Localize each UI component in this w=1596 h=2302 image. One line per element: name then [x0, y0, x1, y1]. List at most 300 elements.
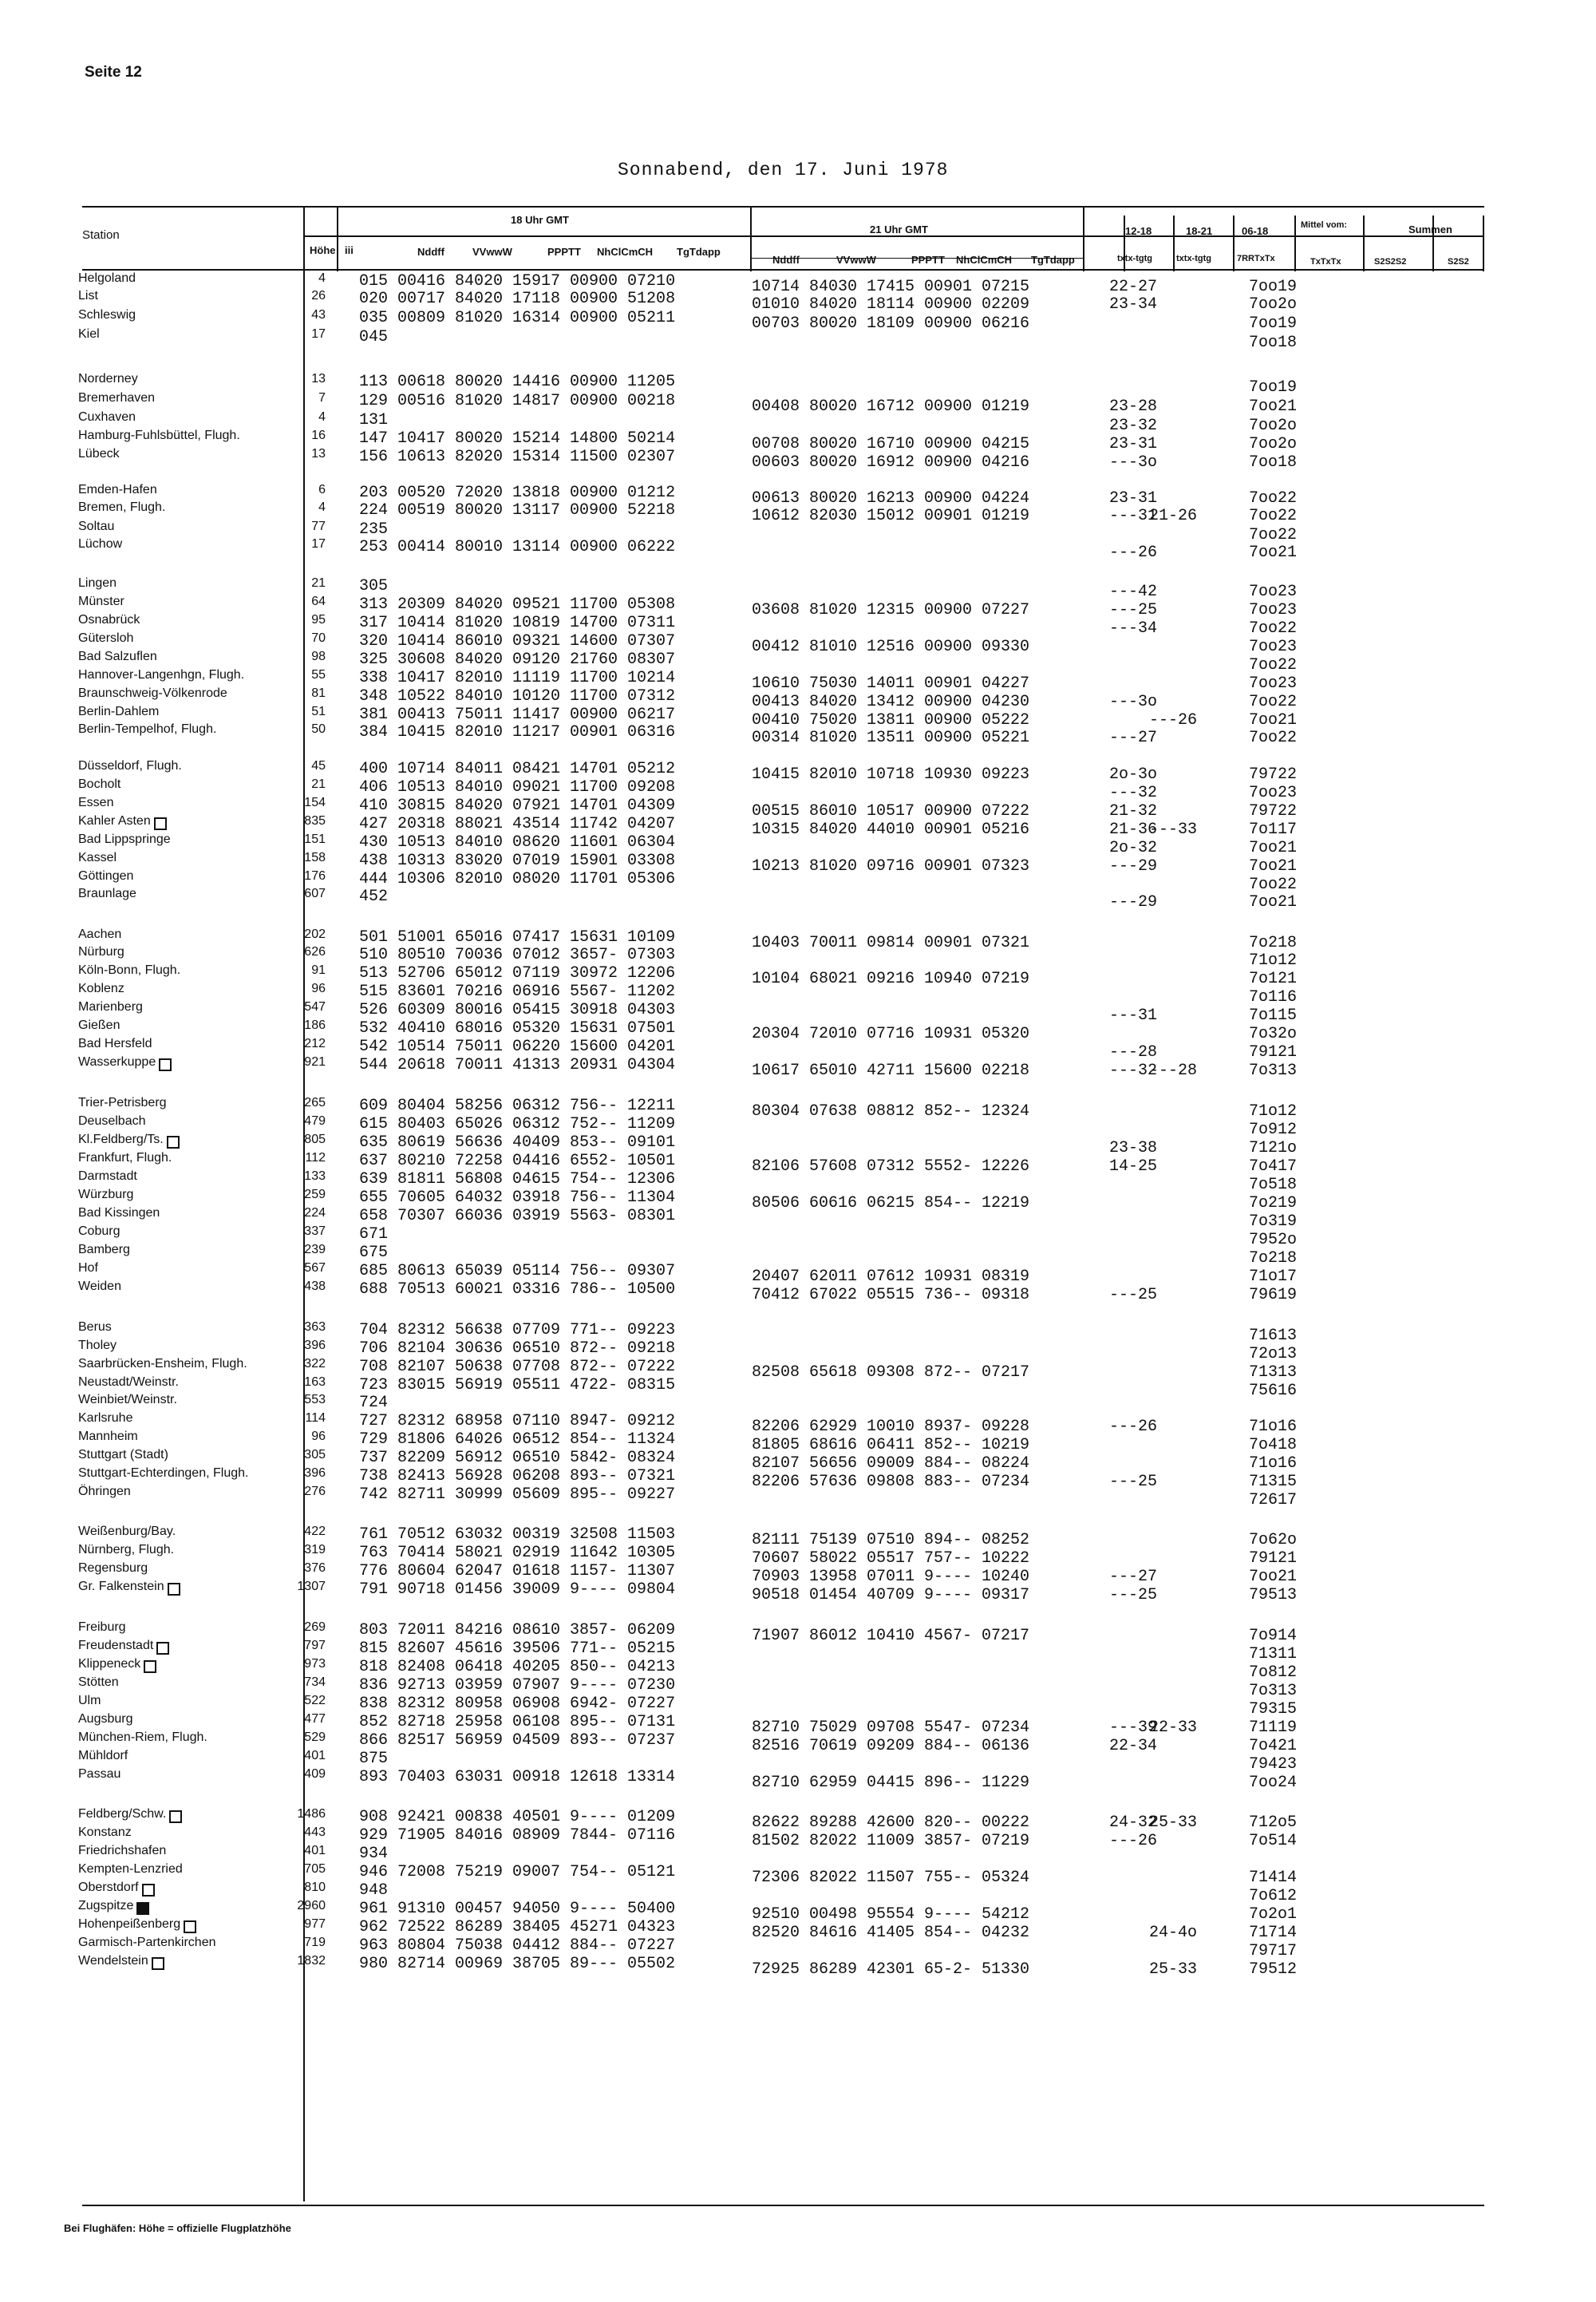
header-clouds-21: NhClCmCH — [956, 254, 1013, 266]
temp-range-12-18: ---31 — [1109, 507, 1158, 525]
temp-range-12-18: ---3o — [1109, 693, 1158, 711]
group-06-18: 7o117 — [1249, 821, 1298, 839]
station-row — [0, 1730, 1596, 1755]
group-06-18: 79513 — [1249, 1586, 1298, 1604]
station-row — [0, 686, 1596, 711]
obs-18-utc: 893 70403 63031 00918 12618 13314 — [359, 1768, 676, 1786]
station-name: Stuttgart (Stadt) — [78, 1448, 168, 1461]
header-sub-sum-2: S2S2 — [1448, 257, 1469, 267]
station-height: 51 — [311, 705, 326, 718]
temp-range-12-18: 23-28 — [1109, 398, 1158, 416]
station-name: Bremerhaven — [78, 391, 156, 405]
group-06-18: 7oo21 — [1249, 839, 1298, 857]
station-name: Darmstadt — [78, 1169, 137, 1183]
obs-18-utc: 224 00519 80020 13117 00900 52218 — [359, 501, 676, 520]
obs-21-utc: 82111 75139 07510 894-- 08252 — [752, 1531, 1030, 1549]
obs-18-utc: 761 70512 63032 00319 32508 11503 — [359, 1525, 676, 1544]
station-height: 202 — [304, 928, 326, 941]
group-06-18: 7oo22 — [1249, 656, 1298, 674]
header-sub-06-18: 7RRTxTx — [1237, 254, 1275, 263]
group-06-18: 79121 — [1249, 1549, 1298, 1568]
temp-range-12-18: 23-31 — [1109, 489, 1158, 508]
obs-18-utc: 305 — [359, 577, 389, 595]
station-height: 81 — [311, 686, 326, 700]
station-name: Hohenpeißenberg — [78, 1917, 181, 1931]
obs-18-utc: 615 80403 65026 06312 752-- 11209 — [359, 1115, 676, 1133]
group-06-18: 79121 — [1249, 1043, 1298, 1062]
obs-21-utc: 70903 13958 07011 9---- 10240 — [752, 1568, 1030, 1586]
group-06-18: 7oo2o — [1249, 295, 1298, 314]
group-06-18: 79423 — [1249, 1755, 1298, 1774]
group-06-18: 7oo19 — [1249, 314, 1298, 333]
group-06-18: 7o912 — [1249, 1121, 1298, 1139]
group-06-18: 7121o — [1249, 1139, 1298, 1157]
station-row — [0, 447, 1596, 472]
group-06-18: 7oo23 — [1249, 601, 1298, 619]
station-row — [0, 500, 1596, 525]
obs-21-utc: 82206 57636 09808 883-- 07234 — [752, 1473, 1030, 1491]
obs-18-utc: 348 10522 84010 10120 11700 07312 — [359, 687, 676, 706]
obs-21-utc: 92510 00498 95554 9---- 54212 — [752, 1905, 1030, 1924]
station-height: 719 — [304, 1936, 326, 1949]
station-height: 409 — [304, 1767, 326, 1781]
station-name: Kassel — [78, 851, 117, 864]
station-row — [0, 1320, 1596, 1345]
obs-18-utc: 791 90718 01456 39009 9---- 09804 — [359, 1580, 676, 1599]
obs-18-utc: 658 70307 66036 03919 5563- 08301 — [359, 1207, 676, 1225]
station-height: 438 — [304, 1280, 326, 1293]
station-row — [0, 1862, 1596, 1887]
station-row — [0, 1580, 1596, 1604]
station-marker-icon — [169, 1810, 182, 1823]
header-sub-sum-1: S2S2S2 — [1374, 257, 1407, 267]
station-height: 805 — [304, 1133, 326, 1146]
station-height: 2960 — [297, 1899, 326, 1912]
obs-21-utc: 10714 84030 17415 00901 07215 — [752, 278, 1030, 296]
station-height: 797 — [304, 1639, 326, 1652]
station-height: 259 — [304, 1188, 326, 1201]
station-name: Hof — [78, 1261, 98, 1275]
group-06-18: 7oo21 — [1249, 1568, 1298, 1586]
header-tgtd-21: TgTdapp — [1031, 254, 1075, 266]
station-name: Marienberg — [78, 1000, 143, 1014]
obs-18-utc: 639 81811 56808 04615 754-- 12306 — [359, 1170, 676, 1189]
station-row — [0, 1525, 1596, 1549]
station-name: Konstanz — [78, 1825, 132, 1839]
obs-21-utc: 81502 82022 11009 3857- 07219 — [752, 1832, 1030, 1850]
obs-18-utc: 045 — [359, 328, 389, 346]
station-row — [0, 1188, 1596, 1212]
header-sub-18-21: txtx-tgtg — [1176, 254, 1211, 263]
group-06-18: 71613 — [1249, 1327, 1298, 1345]
temp-range-18-21: 25-33 — [1149, 1960, 1198, 1979]
station-height: 17 — [311, 537, 326, 551]
obs-18-utc: 147 10417 80020 15214 14800 50214 — [359, 429, 676, 448]
obs-18-utc: 675 — [359, 1244, 389, 1262]
station-height: 810 — [304, 1881, 326, 1894]
group-06-18: 7oo18 — [1249, 453, 1298, 472]
group-06-18: 7oo23 — [1249, 638, 1298, 656]
obs-21-utc: 10315 84020 44010 00901 05216 — [752, 821, 1030, 839]
station-name: Kempten-Lenzried — [78, 1862, 183, 1876]
station-height: 4 — [318, 500, 326, 514]
station-row — [0, 1280, 1596, 1304]
obs-18-utc: 704 82312 56638 07709 771-- 09223 — [359, 1321, 676, 1339]
group-06-18: 7o32o — [1249, 1025, 1298, 1043]
temp-range-12-18: ---26 — [1109, 544, 1158, 562]
obs-21-utc: 01010 84020 18114 00900 02209 — [752, 295, 1030, 314]
station-row — [0, 1675, 1596, 1700]
group-06-18: 7oo23 — [1249, 784, 1298, 802]
station-row — [0, 429, 1596, 453]
station-row — [0, 1055, 1596, 1080]
temp-range-12-18: ---26 — [1109, 1418, 1158, 1436]
station-row — [0, 1954, 1596, 1979]
station-name: Zugspitze — [78, 1899, 134, 1912]
group-06-18: 79722 — [1249, 765, 1298, 784]
station-name: Göttingen — [78, 869, 134, 883]
obs-18-utc: 929 71905 84016 08909 7844- 07116 — [359, 1826, 676, 1845]
header-hoehe: Höhe — [310, 244, 336, 256]
station-row — [0, 289, 1596, 314]
header-ppptt-21: PPPTT — [911, 254, 945, 266]
station-height: 96 — [311, 982, 326, 995]
station-height: 77 — [311, 520, 326, 533]
station-row — [0, 1466, 1596, 1491]
station-height: 567 — [304, 1261, 326, 1275]
obs-18-utc: 544 20618 70011 41313 20931 04304 — [359, 1056, 676, 1074]
obs-18-utc: 129 00516 81020 14817 00900 00218 — [359, 392, 676, 410]
station-row — [0, 1114, 1596, 1139]
temp-range-12-18: ---34 — [1109, 619, 1158, 638]
station-name: Bad Salzuflen — [78, 650, 157, 663]
station-name: Frankfurt, Flugh. — [78, 1151, 172, 1165]
group-06-18: 7o514 — [1249, 1832, 1298, 1850]
temp-range-18-21: 24-4o — [1149, 1924, 1198, 1942]
group-06-18: 79722 — [1249, 802, 1298, 821]
obs-21-utc: 00412 81010 12516 00900 09330 — [752, 638, 1030, 656]
station-marker-icon — [144, 1660, 156, 1673]
obs-18-utc: 513 52706 65012 07119 30972 12206 — [359, 964, 676, 983]
station-row — [0, 308, 1596, 333]
group-06-18: 7o417 — [1249, 1157, 1298, 1176]
obs-21-utc: 10104 68021 09216 10940 07219 — [752, 970, 1030, 988]
station-row — [0, 833, 1596, 857]
station-name: Nürnberg, Flugh. — [78, 1543, 175, 1556]
obs-18-utc: 131 — [359, 411, 389, 429]
obs-21-utc: 82206 62929 10010 8937- 09228 — [752, 1418, 1030, 1436]
station-height: 322 — [304, 1357, 326, 1371]
station-height: 224 — [304, 1206, 326, 1220]
station-row — [0, 777, 1596, 802]
station-name: Helgoland — [78, 271, 136, 285]
group-06-18: 71119 — [1249, 1719, 1298, 1737]
station-row — [0, 1936, 1596, 1960]
temp-range-12-18: ---25 — [1109, 1586, 1158, 1604]
station-name: Stötten — [78, 1675, 119, 1689]
obs-21-utc: 71907 86012 10410 4567- 07217 — [752, 1627, 1030, 1645]
obs-21-utc: 20407 62011 07612 10931 08319 — [752, 1268, 1030, 1286]
temp-range-12-18: 23-34 — [1109, 295, 1158, 314]
obs-18-utc: 156 10613 82020 15314 11500 02307 — [359, 448, 676, 466]
obs-21-utc: 82710 75029 09708 5547- 07234 — [752, 1719, 1030, 1737]
station-name: Weiden — [78, 1280, 121, 1293]
station-name: Ulm — [78, 1694, 101, 1707]
header-nddff-18: Nddff — [417, 246, 444, 258]
header-18-uhr: 18 Uhr GMT — [511, 214, 569, 226]
station-height: 401 — [304, 1844, 326, 1857]
obs-18-utc: 776 80604 62047 01618 1157- 11307 — [359, 1562, 676, 1580]
group-06-18: 7oo22 — [1249, 489, 1298, 508]
station-height: 43 — [311, 308, 326, 322]
station-name: Weißenburg/Bay. — [78, 1525, 176, 1538]
station-height: 21 — [311, 576, 326, 590]
obs-18-utc: 738 82413 56928 06208 893-- 07321 — [359, 1467, 676, 1485]
station-height: 477 — [304, 1712, 326, 1726]
station-row — [0, 1169, 1596, 1194]
header-ppptt-18: PPPTT — [547, 246, 581, 258]
group-06-18: 79717 — [1249, 1942, 1298, 1960]
group-06-18: 7oo2o — [1249, 417, 1298, 435]
obs-18-utc: 962 72522 86289 38405 45271 04323 — [359, 1918, 676, 1936]
station-row — [0, 1393, 1596, 1412]
group-06-18: 71o12 — [1249, 1102, 1298, 1121]
group-06-18: 712o5 — [1249, 1814, 1298, 1832]
obs-21-utc: 70412 67022 05515 736-- 09318 — [752, 1286, 1030, 1304]
group-06-18: 7oo22 — [1249, 619, 1298, 638]
obs-18-utc: 526 60309 80016 05415 30918 04303 — [359, 1001, 676, 1019]
temp-range-12-18: ---29 — [1109, 857, 1158, 876]
header-tgtd-18: TgTdapp — [677, 246, 721, 258]
station-row — [0, 963, 1596, 988]
station-row — [0, 1018, 1596, 1043]
station-row — [0, 1844, 1596, 1863]
station-height: 529 — [304, 1730, 326, 1744]
group-06-18: 7oo2o — [1249, 435, 1298, 453]
group-06-18: 7oo23 — [1249, 674, 1298, 693]
obs-18-utc: 542 10514 75011 06220 15600 04201 — [359, 1038, 676, 1056]
group-06-18: 71311 — [1249, 1645, 1298, 1663]
obs-18-utc: 818 82408 06418 40205 850-- 04213 — [359, 1658, 676, 1676]
station-marker-icon — [136, 1902, 149, 1915]
station-name: Emden-Hafen — [78, 483, 157, 496]
station-height: 269 — [304, 1620, 326, 1634]
group-06-18: 7oo22 — [1249, 729, 1298, 747]
obs-21-utc: 70607 58022 05517 757-- 10222 — [752, 1549, 1030, 1568]
station-row — [0, 1430, 1596, 1454]
obs-18-utc: 866 82517 56959 04509 893-- 07237 — [359, 1731, 676, 1750]
obs-18-utc: 381 00413 75011 11417 00900 06217 — [359, 706, 676, 724]
obs-18-utc: 737 82209 56912 06510 5842- 08324 — [359, 1449, 676, 1467]
group-06-18: 7o121 — [1249, 970, 1298, 988]
station-row — [0, 1339, 1596, 1363]
station-name: Berlin-Dahlem — [78, 705, 160, 718]
obs-18-utc: 203 00520 72020 13818 00900 01212 — [359, 484, 676, 502]
group-06-18: 79315 — [1249, 1700, 1298, 1719]
obs-18-utc: 742 82711 30999 05609 895-- 09227 — [359, 1485, 676, 1504]
temp-range-12-18: ---32 — [1109, 784, 1158, 802]
obs-18-utc: 410 30815 84020 07921 14701 04309 — [359, 797, 676, 815]
station-height: 55 — [311, 668, 326, 682]
station-row — [0, 1485, 1596, 1509]
obs-21-utc: 10610 75030 14011 00901 04227 — [752, 674, 1030, 693]
station-name: Braunschweig-Völkenrode — [78, 686, 227, 700]
obs-21-utc: 00408 80020 16712 00900 01219 — [752, 398, 1030, 416]
obs-18-utc: 452 — [359, 888, 389, 906]
station-height: 239 — [304, 1243, 326, 1256]
obs-18-utc: 706 82104 30636 06510 872-- 09218 — [359, 1339, 676, 1358]
temp-range-12-18: 2o-3o — [1109, 765, 1158, 784]
obs-18-utc: 637 80210 72258 04416 6552- 10501 — [359, 1152, 676, 1170]
group-06-18: 7oo23 — [1249, 583, 1298, 601]
obs-21-utc: 82107 56656 09009 884-- 08224 — [752, 1454, 1030, 1473]
obs-18-utc: 685 80613 65039 05114 756-- 09307 — [359, 1262, 676, 1280]
obs-21-utc: 00515 86010 10517 00900 07222 — [752, 802, 1030, 821]
temp-range-12-18: ---27 — [1109, 1568, 1158, 1586]
group-06-18: 71o17 — [1249, 1268, 1298, 1286]
station-height: 112 — [305, 1151, 326, 1165]
group-06-18: 71o12 — [1249, 951, 1298, 970]
station-row — [0, 1133, 1596, 1157]
station-height: 547 — [304, 1000, 326, 1014]
station-name: Braunlage — [78, 887, 136, 900]
station-name: Kl.Feldberg/Ts. — [78, 1133, 164, 1146]
obs-18-utc: 635 80619 56636 40409 853-- 09101 — [359, 1133, 676, 1152]
station-name: Gr. Falkenstein — [78, 1580, 164, 1593]
obs-21-utc: 72306 82022 11507 755-- 05324 — [752, 1869, 1030, 1887]
station-height: 705 — [304, 1862, 326, 1876]
temp-range-12-18: ---25 — [1109, 1286, 1158, 1304]
group-06-18: 7oo22 — [1249, 507, 1298, 525]
station-height: 133 — [304, 1169, 326, 1183]
station-height: 973 — [304, 1657, 326, 1671]
station-name: Bocholt — [78, 777, 121, 791]
station-name: Bad Lippspringe — [78, 833, 171, 846]
obs-21-utc: 10403 70011 09814 00901 07321 — [752, 934, 1030, 952]
station-height: 401 — [304, 1749, 326, 1762]
temp-range-12-18: 23-32 — [1109, 417, 1158, 435]
header-12-18: 12-18 — [1125, 225, 1152, 237]
obs-18-utc: 438 10313 83020 07019 15901 03308 — [359, 852, 676, 870]
group-06-18: 7oo21 — [1249, 893, 1298, 912]
station-name: Mühldorf — [78, 1749, 128, 1762]
station-name: Lübeck — [78, 447, 120, 461]
group-06-18: 72o13 — [1249, 1345, 1298, 1363]
station-name: Kahler Asten — [78, 814, 151, 828]
station-height: 977 — [304, 1917, 326, 1931]
group-06-18: 7o421 — [1249, 1737, 1298, 1755]
station-height: 158 — [304, 851, 326, 864]
station-height: 522 — [304, 1694, 326, 1707]
station-row — [0, 391, 1596, 416]
station-marker-icon — [159, 1058, 172, 1071]
temp-range-12-18: 23-38 — [1109, 1139, 1158, 1157]
station-name: Norderney — [78, 372, 138, 386]
station-name: Köln-Bonn, Flugh. — [78, 963, 181, 977]
temp-range-12-18: 23-31 — [1109, 435, 1158, 453]
page-label: Seite 12 — [85, 64, 142, 81]
obs-18-utc: 020 00717 84020 17118 00900 51208 — [359, 290, 676, 308]
station-marker-icon — [152, 1957, 164, 1970]
station-name: Hamburg-Fuhlsbüttel, Flugh. — [78, 429, 240, 442]
station-name: Gütersloh — [78, 631, 134, 645]
station-height: 276 — [304, 1485, 326, 1498]
station-name: Bad Kissingen — [78, 1206, 160, 1220]
station-name: Cuxhaven — [78, 410, 136, 424]
group-06-18: 7o116 — [1249, 988, 1298, 1007]
temp-range-12-18: ---29 — [1109, 893, 1158, 912]
station-name: Feldberg/Schw. — [78, 1807, 167, 1821]
station-height: 396 — [304, 1466, 326, 1480]
group-06-18: 7oo21 — [1249, 398, 1298, 416]
station-height: 363 — [304, 1320, 326, 1334]
station-row — [0, 650, 1596, 674]
station-name: Trier-Petrisberg — [78, 1096, 167, 1109]
group-06-18: 7oo21 — [1249, 544, 1298, 562]
group-06-18: 7o418 — [1249, 1436, 1298, 1454]
station-name: Berus — [78, 1320, 112, 1334]
station-row — [0, 327, 1596, 352]
header-station: Station — [82, 228, 120, 242]
obs-18-utc: 113 00618 80020 14416 00900 11205 — [359, 373, 676, 391]
temp-range-12-18: ---27 — [1109, 729, 1158, 747]
station-height: 396 — [304, 1339, 326, 1352]
station-row — [0, 1917, 1596, 1942]
station-name: Münster — [78, 595, 124, 608]
group-06-18: 7oo21 — [1249, 857, 1298, 876]
obs-18-utc: 655 70605 64032 03918 756-- 11304 — [359, 1189, 676, 1207]
header-nddff-21: Nddff — [772, 254, 800, 266]
obs-18-utc: 671 — [359, 1225, 389, 1244]
obs-21-utc: 90518 01454 40709 9---- 09317 — [752, 1586, 1030, 1604]
obs-21-utc: 00613 80020 16213 00900 04224 — [752, 489, 1030, 508]
header-sub-mittel: TxTxTx — [1310, 257, 1341, 267]
footnote: Bei Flughäfen: Höhe = offizielle Flugplatzhöhe — [64, 2222, 291, 2234]
obs-18-utc: 253 00414 80010 13114 00900 06222 — [359, 538, 676, 556]
obs-18-utc: 815 82607 45616 39506 771-- 05215 — [359, 1639, 676, 1658]
header-iii: iii — [345, 244, 354, 256]
station-height: 4 — [318, 271, 326, 285]
obs-18-utc: 427 20318 88021 43514 11742 04207 — [359, 815, 676, 833]
obs-18-utc: 325 30608 84020 09120 21760 08307 — [359, 651, 676, 669]
obs-18-utc: 948 — [359, 1881, 389, 1900]
obs-18-utc: 515 83601 70216 06916 5567- 11202 — [359, 983, 676, 1001]
station-height: 337 — [304, 1224, 326, 1238]
header-18-21: 18-21 — [1186, 225, 1213, 237]
obs-21-utc: 82106 57608 07312 5552- 12226 — [752, 1157, 1030, 1176]
obs-21-utc: 00708 80020 16710 00900 04215 — [752, 435, 1030, 453]
obs-18-utc: 015 00416 84020 15917 00900 07210 — [359, 272, 676, 291]
station-name: München-Riem, Flugh. — [78, 1730, 207, 1744]
station-height: 319 — [304, 1543, 326, 1556]
station-row — [0, 1639, 1596, 1663]
obs-18-utc: 609 80404 58256 06312 756-- 12211 — [359, 1097, 676, 1115]
temp-range-12-18: ---31 — [1109, 1007, 1158, 1025]
obs-21-utc: 10213 81020 09716 00901 07323 — [752, 857, 1030, 876]
station-height: 45 — [311, 759, 326, 773]
station-name: Lüchow — [78, 537, 123, 551]
station-height: 607 — [304, 887, 326, 900]
obs-18-utc: 961 91310 00457 94050 9---- 50400 — [359, 1900, 676, 1918]
station-height: 96 — [311, 1430, 326, 1443]
obs-18-utc: 235 — [359, 520, 389, 539]
group-06-18: 7o219 — [1249, 1194, 1298, 1212]
station-height: 1486 — [297, 1807, 326, 1821]
station-name: Mannheim — [78, 1430, 138, 1443]
obs-18-utc: 727 82312 68958 07110 8947- 09212 — [359, 1412, 676, 1430]
station-name: Soltau — [78, 520, 115, 533]
temp-range-18-21: 25-33 — [1149, 1814, 1198, 1832]
